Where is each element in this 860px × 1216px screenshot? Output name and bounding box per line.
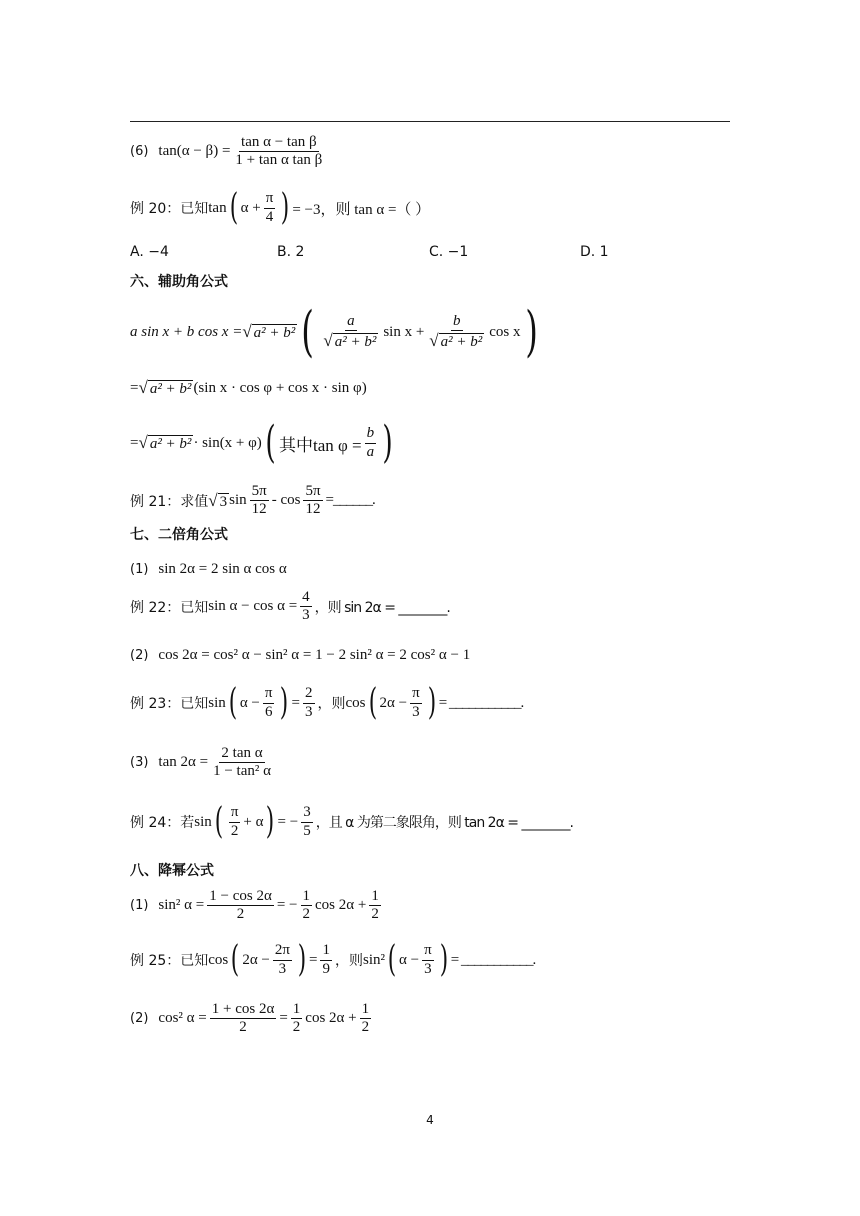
fraction: $\frac{4}{3}$	[302, 589, 310, 624]
right-paren: )	[297, 939, 307, 980]
connector: ，则	[317, 696, 346, 712]
page-number: 4	[426, 1113, 434, 1127]
expr-tail: = −3，则 tan α =（ ）	[292, 201, 431, 218]
example-label: 例 21：求值	[130, 493, 209, 510]
choice-c: C. −1	[429, 244, 469, 260]
equals: =	[309, 951, 318, 968]
formula-lhs: sin² α =	[158, 897, 205, 914]
aux-formula-1	[130, 300, 542, 363]
choice-d: D. 1	[580, 244, 609, 260]
item-number: (1)	[130, 562, 149, 577]
left-paren: (	[387, 939, 397, 980]
expr: · sin(x + φ)	[193, 434, 262, 451]
right-paren: )	[427, 682, 436, 723]
fraction: $\frac{1}{9}$	[322, 942, 330, 977]
func-sin: sin	[229, 492, 247, 509]
func-cos: cos	[208, 951, 229, 968]
example-21	[130, 483, 375, 519]
power-reduction-1	[130, 888, 384, 924]
expr: - cos	[271, 492, 301, 509]
expr: 2α −	[379, 694, 408, 711]
left-paren: (	[265, 417, 276, 468]
double-angle-3	[130, 745, 276, 781]
sqrt: √ a² + b²	[138, 433, 192, 452]
formula-lhs: cos² α =	[158, 1010, 207, 1027]
expr: + α	[243, 813, 264, 830]
expr: cos x	[489, 323, 521, 340]
left-paren: (	[229, 187, 238, 228]
fraction: $\frac{5\pi}{12}$	[305, 483, 321, 518]
example-24	[130, 801, 573, 842]
connector: ，则	[334, 953, 363, 969]
answer-blank: =______.	[325, 492, 375, 509]
item-number: (1)	[130, 898, 149, 914]
formula-lhs: tan(α − β) =	[158, 143, 231, 160]
func-cos: cos	[345, 694, 366, 711]
expr: sin x +	[383, 323, 425, 340]
expr: cos 2α +	[315, 897, 367, 914]
note: 其中tan φ =	[278, 435, 362, 455]
answer-blank: ，则 sin 2α = ________.	[314, 599, 450, 616]
fraction: $\frac{2\pi}{3}$	[274, 942, 290, 977]
right-paren: )	[382, 417, 393, 468]
fraction: $\frac{1}{2}$	[371, 888, 379, 923]
item-number: (3)	[130, 755, 149, 771]
equals: = −	[276, 897, 298, 914]
left-paren: (	[231, 939, 240, 980]
equals: =	[130, 434, 139, 451]
example-22	[130, 589, 450, 625]
left-paren: (	[301, 300, 315, 363]
aux-formula-3	[130, 417, 396, 468]
item-number: (2)	[130, 648, 149, 663]
func-tan: tan	[208, 199, 227, 216]
left-paren: (	[228, 682, 238, 723]
func-sin-squared: sin²	[362, 951, 385, 968]
answer-blank: = ___________.	[450, 951, 536, 968]
fraction: $\frac{\pi}{3}$	[424, 942, 432, 977]
header-rule	[130, 121, 730, 122]
right-paren: )	[524, 300, 538, 363]
expr: α +	[240, 199, 261, 216]
example-label: 例 22：已知	[130, 599, 209, 616]
choice-b: B. 2	[277, 244, 305, 260]
fraction: $\frac{\text{tan α − tan β}}{\text{1 + tan α tan β}}$	[235, 134, 323, 169]
fraction: b √ a² + b²	[429, 312, 483, 350]
right-paren: )	[281, 187, 290, 228]
fraction: $\frac{5\pi}{12}$	[251, 483, 267, 518]
fraction: $\frac{1}{2}$	[302, 888, 310, 923]
formula: cos 2α = cos² α − sin² α = 1 − 2 sin² α = 2 cos² α − 1	[158, 647, 471, 663]
example-label: 例 20：已知	[130, 201, 209, 217]
item-number: (2)	[130, 1011, 149, 1027]
fraction: $\frac{\pi}{3}$	[412, 685, 420, 720]
double-angle-1	[130, 561, 287, 578]
section-heading-8: 八、降幂公式	[130, 863, 214, 879]
fraction: $\frac{b}{a}$	[366, 425, 375, 460]
sqrt: √ 3	[208, 490, 228, 510]
fraction: $\frac{\pi}{2}$	[230, 804, 239, 839]
equals: =	[291, 694, 300, 711]
aux-formula-2	[130, 378, 367, 398]
answer-blank: = ___________.	[438, 694, 524, 711]
fraction: a √ a² + b²	[323, 312, 377, 350]
fraction: $\frac{1}{2}$	[361, 1001, 370, 1036]
sqrt: √ a² + b²	[242, 322, 296, 341]
expr: a sin x + b cos x =	[130, 323, 243, 340]
right-paren: )	[439, 939, 448, 980]
left-paren: (	[214, 801, 224, 842]
choice-a: A. −4	[130, 244, 169, 260]
expr: sin α − cos α =	[208, 598, 298, 615]
expr: 2α −	[242, 951, 270, 968]
item-number: (6)	[130, 144, 149, 160]
section-heading-7: 七、二倍角公式	[130, 527, 228, 543]
example-20	[130, 187, 431, 228]
expr: α −	[239, 694, 260, 711]
fraction: $\frac{1}{2}$	[292, 1001, 301, 1036]
equals: =	[130, 379, 139, 396]
expr: (sin x · cos φ + cos x · sin φ)	[193, 379, 367, 396]
example-23	[130, 682, 524, 723]
fraction: $\frac{\pi}{4}$	[265, 190, 274, 225]
fraction: $\frac{3}{5}$	[303, 804, 311, 839]
expr: α −	[399, 951, 420, 968]
power-reduction-2	[130, 1001, 374, 1037]
formula: sin 2α = 2 sin α cos α	[158, 561, 287, 577]
fraction: $\frac{\pi}{6}$	[264, 685, 273, 720]
right-paren: )	[280, 682, 289, 723]
func-sin: sin	[194, 813, 212, 830]
fraction: $\frac{2}{3}$	[305, 685, 313, 720]
formula-tan-difference	[130, 134, 327, 170]
section-heading-6: 六、辅助角公式	[130, 274, 228, 290]
example-label: 例 25：已知	[130, 953, 209, 969]
example-label: 例 24：若	[130, 815, 195, 831]
equals: =	[279, 1010, 288, 1027]
example-label: 例 23：已知	[130, 696, 209, 712]
expr: cos 2α +	[305, 1010, 357, 1027]
left-paren: (	[368, 682, 377, 723]
sqrt: √ a² + b²	[138, 378, 192, 397]
formula-lhs: tan 2α =	[158, 754, 209, 771]
fraction: $\frac{1 + \cos 2\alpha}{2}$	[211, 1001, 275, 1036]
equals: = −	[277, 813, 299, 830]
example-25	[130, 939, 536, 980]
right-paren: )	[266, 801, 275, 842]
fraction: $\frac{1 - \cos 2\alpha}{2}$	[209, 888, 272, 923]
double-angle-2	[130, 647, 470, 664]
func-sin: sin	[208, 694, 226, 711]
fraction: $\frac{\text{2 tan α}}{\text{1 − tan² α}}$	[213, 745, 271, 780]
answer-blank: ，且 α 为第二象限角，则 tan 2α = ________.	[315, 815, 573, 831]
